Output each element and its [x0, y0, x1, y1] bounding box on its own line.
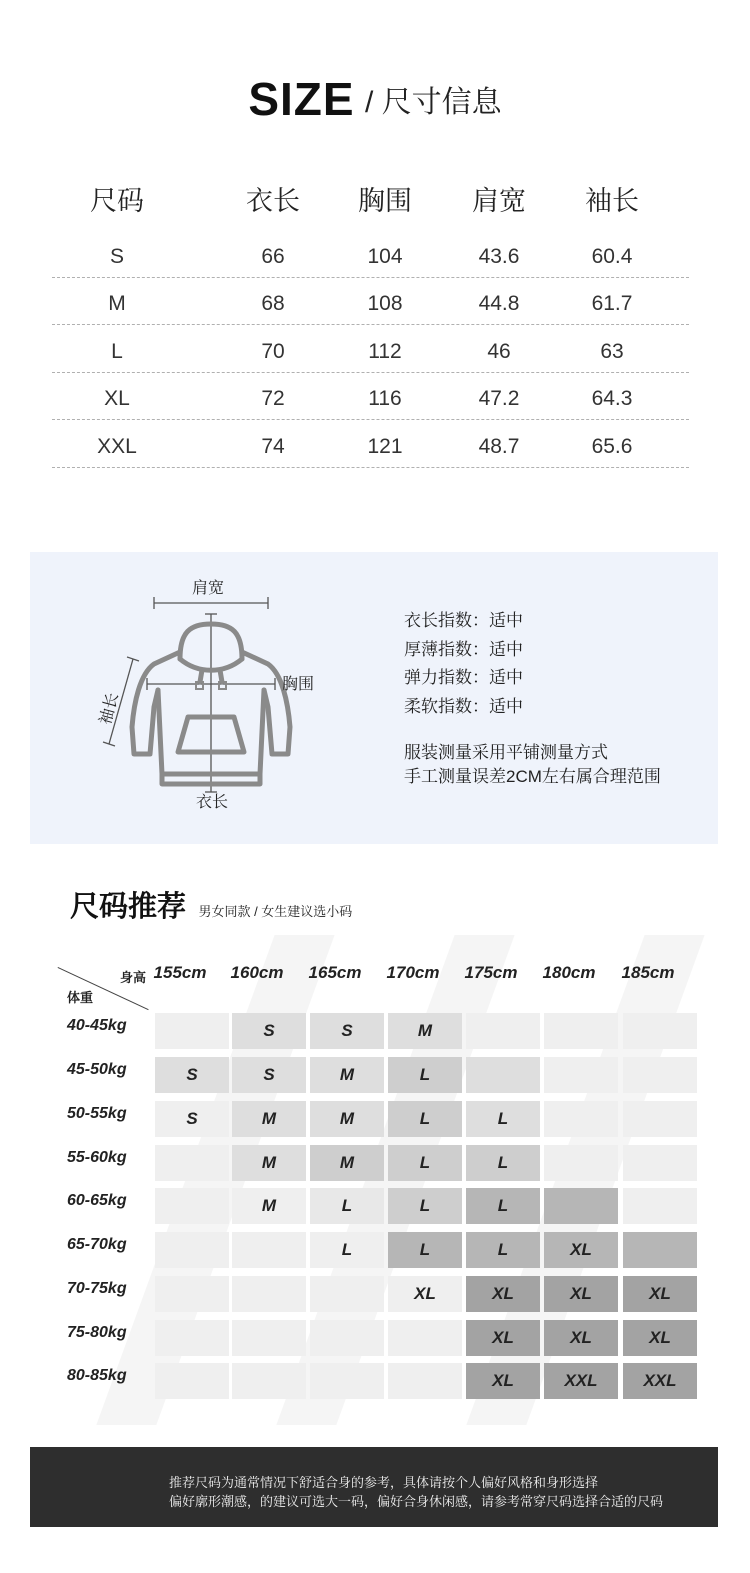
size-cell: M [232, 1188, 306, 1224]
index-label: 厚薄指数： [404, 639, 489, 659]
size-cell: XL [623, 1320, 697, 1356]
table-row [52, 278, 689, 326]
table-row [52, 325, 689, 373]
size-cell [155, 1013, 229, 1049]
index-value: 适中 [489, 696, 523, 716]
size-cell [466, 1057, 540, 1093]
length-label: 衣长 [195, 794, 229, 811]
shoulder-label: 肩宽 [191, 580, 225, 597]
header-sleeve: 袖长 [585, 186, 639, 216]
index-length [404, 606, 523, 635]
size-cell [623, 1145, 697, 1181]
size-cell: XXL [544, 1363, 618, 1399]
size-cell [310, 1276, 384, 1312]
note-method: 服装测量采用平铺测量方式 [404, 743, 608, 762]
size-cell: S [155, 1057, 229, 1093]
measurement-notes [404, 738, 661, 786]
weight-label: 60-65kg [67, 1192, 127, 1209]
index-value: 适中 [489, 639, 523, 659]
size-cell [155, 1188, 229, 1224]
index-thickness [404, 635, 523, 664]
size-table-header [52, 175, 689, 230]
table-cell: L [111, 339, 123, 363]
size-cell: XL [466, 1363, 540, 1399]
note-tolerance: 手工测量误差2CM左右属合理范围 [404, 767, 661, 786]
header-size: 尺码 [90, 186, 144, 216]
weight-label: 55-60kg [67, 1149, 127, 1166]
size-cell: M [232, 1145, 306, 1181]
table-cell: 70 [261, 339, 285, 363]
weight-label: 70-75kg [67, 1280, 127, 1297]
size-cell: XL [466, 1276, 540, 1312]
size-cell: XL [388, 1276, 462, 1312]
table-cell: 47.2 [478, 387, 520, 411]
height-label: 165cm [308, 963, 362, 982]
size-cell: L [388, 1057, 462, 1093]
size-cell [544, 1057, 618, 1093]
table-cell: S [109, 244, 125, 268]
table-cell: 64.3 [591, 387, 633, 411]
size-cell: S [232, 1057, 306, 1093]
title-main: SIZE [248, 73, 355, 125]
size-cell [232, 1363, 306, 1399]
size-cell [232, 1276, 306, 1312]
height-label: 180cm [542, 963, 596, 982]
size-table [52, 175, 689, 468]
size-cell: M [310, 1057, 384, 1093]
header-shoulder: 肩宽 [472, 186, 526, 216]
table-cell: 68 [261, 292, 285, 316]
footer-line-2: 偏好廓形潮感，的建议可选大一码，偏好合身休闲感，请参考常穿尺码选择合适的尺码 [169, 1494, 664, 1509]
index-label: 柔软指数： [404, 696, 489, 716]
index-elasticity [404, 663, 523, 692]
index-label: 弹力指数： [404, 668, 489, 687]
chest-label: 胸围 [282, 676, 315, 693]
size-cell [388, 1363, 462, 1399]
size-cell: XL [544, 1320, 618, 1356]
size-cell: L [466, 1232, 540, 1268]
table-cell: 63 [600, 339, 624, 363]
size-cell: L [388, 1188, 462, 1224]
title-sub: / 尺寸信息 [365, 86, 502, 119]
height-label: 155cm [153, 963, 207, 982]
size-cell: L [388, 1232, 462, 1268]
size-cell [623, 1013, 697, 1049]
size-cell: S [232, 1013, 306, 1049]
size-cell [155, 1232, 229, 1268]
size-cell: L [466, 1101, 540, 1137]
recommend-title: 尺码推荐 [70, 891, 187, 923]
size-cell [544, 1101, 618, 1137]
header-length: 衣长 [246, 186, 300, 216]
size-cell: XL [544, 1276, 618, 1312]
weight-label: 65-70kg [67, 1236, 127, 1253]
size-cell: M [310, 1101, 384, 1137]
recommend-heading [70, 884, 352, 925]
size-cell [544, 1188, 618, 1224]
measurement-panel [30, 552, 718, 844]
recommend-subtitle: 男女同款 / 女生建议选小码 [198, 904, 353, 919]
height-label: 170cm [386, 963, 440, 982]
size-cell: L [310, 1188, 384, 1224]
table-row [52, 373, 689, 421]
size-cell: L [310, 1232, 384, 1268]
page-title [0, 72, 750, 126]
hoodie-diagram [30, 552, 360, 844]
table-cell: 121 [367, 434, 403, 458]
weight-label: 75-80kg [67, 1324, 127, 1341]
weight-axis-label: 体重 [67, 990, 94, 1005]
size-cell [544, 1013, 618, 1049]
header-chest: 胸围 [358, 186, 412, 216]
table-cell: 44.8 [478, 292, 520, 316]
table-row [52, 420, 689, 468]
table-cell: 116 [368, 387, 402, 411]
size-cell [544, 1145, 618, 1181]
size-cell: XXL [623, 1363, 697, 1399]
size-cell [155, 1363, 229, 1399]
size-cell [155, 1276, 229, 1312]
table-cell: 60.4 [591, 244, 633, 268]
size-cell: L [466, 1188, 540, 1224]
size-cell: M [232, 1101, 306, 1137]
weight-label: 45-50kg [67, 1061, 127, 1078]
table-cell: 74 [261, 434, 285, 458]
size-cell [232, 1232, 306, 1268]
index-value: 适中 [489, 668, 523, 687]
table-cell: 108 [367, 292, 403, 316]
height-axis-label: 身高 [120, 970, 147, 985]
weight-label: 80-85kg [67, 1367, 127, 1384]
table-cell: 112 [368, 339, 402, 363]
table-cell: 61.7 [591, 292, 633, 316]
size-cell [155, 1145, 229, 1181]
table-cell: 43.6 [478, 244, 520, 268]
size-cell [310, 1363, 384, 1399]
size-cell [466, 1013, 540, 1049]
size-cell: XL [466, 1320, 540, 1356]
table-cell: XXL [97, 434, 137, 458]
size-cell: L [466, 1145, 540, 1181]
recommend-grid [30, 935, 718, 1425]
index-list [404, 606, 523, 720]
size-cell [310, 1320, 384, 1356]
weight-label: 40-45kg [67, 1017, 127, 1034]
size-cell: XL [623, 1276, 697, 1312]
size-cell: S [310, 1013, 384, 1049]
size-cell: M [388, 1013, 462, 1049]
size-cell [623, 1188, 697, 1224]
weight-label: 50-55kg [67, 1105, 127, 1122]
table-cell: 46 [487, 339, 511, 363]
height-label: 160cm [230, 963, 284, 982]
table-cell: 72 [261, 387, 285, 411]
table-cell: M [108, 292, 126, 316]
table-row [52, 230, 689, 278]
size-cell: L [388, 1101, 462, 1137]
size-cell: M [310, 1145, 384, 1181]
size-cell [623, 1057, 697, 1093]
table-cell: 65.6 [591, 434, 633, 458]
size-cell [623, 1101, 697, 1137]
table-cell: XL [104, 387, 130, 411]
size-cell: XL [544, 1232, 618, 1268]
height-label: 185cm [621, 963, 675, 982]
size-cell [388, 1320, 462, 1356]
table-cell: 104 [367, 244, 403, 268]
sleeve-label: 袖长 [97, 691, 123, 727]
index-softness [404, 692, 523, 721]
index-value: 适中 [489, 611, 523, 630]
table-cell: 48.7 [478, 434, 520, 458]
height-label: 175cm [464, 963, 518, 982]
size-cell: S [155, 1101, 229, 1137]
footer-note [30, 1447, 718, 1527]
size-cell [155, 1320, 229, 1356]
size-cell [232, 1320, 306, 1356]
footer-line-1: 推荐尺码为通常情况下舒适合身的参考，具体请按个人偏好风格和身形选择 [169, 1475, 599, 1490]
size-cell: L [388, 1145, 462, 1181]
table-cell: 66 [261, 244, 285, 268]
index-label: 衣长指数： [404, 611, 489, 630]
size-cell [623, 1232, 697, 1268]
